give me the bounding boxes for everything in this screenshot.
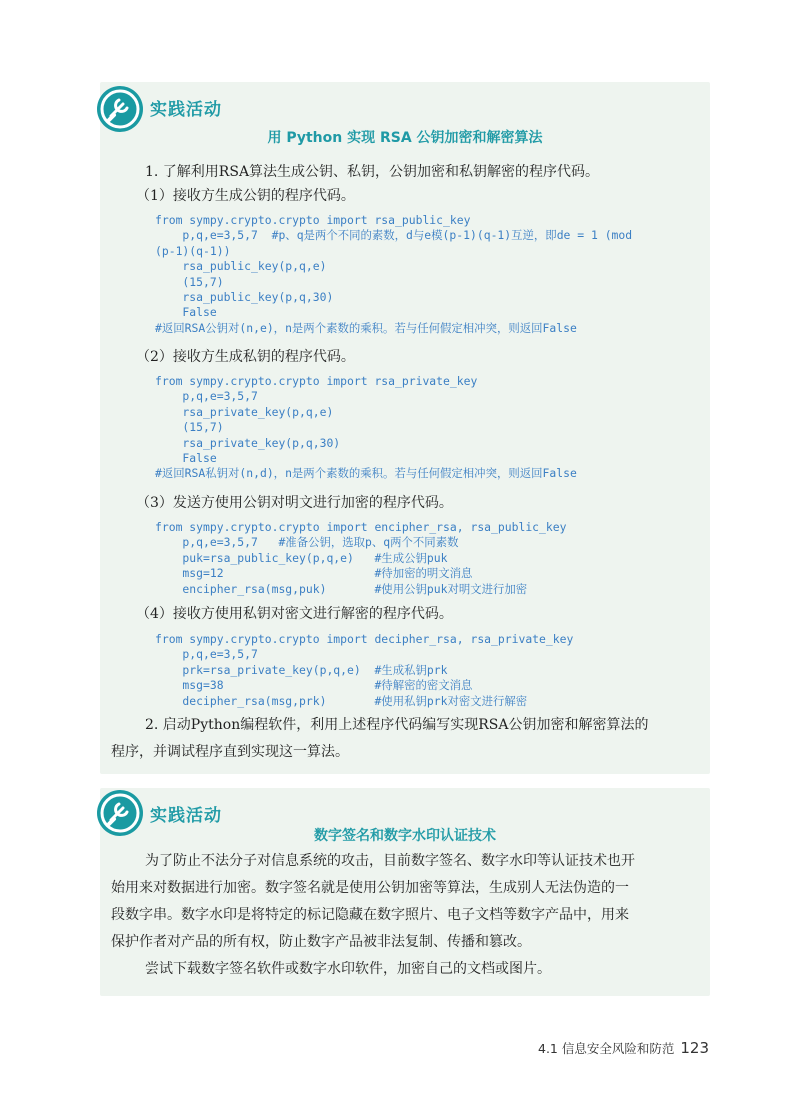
item2-line1: 2. 启动Python编程软件，利用上述程序代码编写实现RSA公钥加密和解密算法的 xyxy=(145,717,649,733)
step1-code: from sympy.crypto.crypto import rsa_public_key p,q,e=3,5,7 #p、q是两个不同的素数，d与e模(p-1)(q-1)互逆，即de = 1 (mod (p-1)(q-1)) rsa_public_key(p,q,e) (15,7) rsa_public_key(p,q,30) False #返回RSA公钥对(n,e)，n是两个素数的乘积。若与任何假定相冲突，则返回False xyxy=(155,213,633,335)
activity-label: 实践活动 xyxy=(150,806,222,826)
footer-section: 4.1 信息安全风险和防范 xyxy=(538,1041,675,1056)
section-title: 用 Python 实现 RSA 公钥加密和解密算法 xyxy=(267,130,543,146)
page-number: 123 xyxy=(680,1039,709,1057)
paragraph-line: 段数字串。数字水印是将特定的标记隐藏在数字照片、电子文档等数字产品中，用来 xyxy=(111,907,629,923)
step4-code: from sympy.crypto.crypto import decipher_rsa, rsa_private_key p,q,e=3,5,7 prk=rsa_private_key(p,q,e) #生成私钥prk msg=38 #待解密的密文消息 decipher_rsa(msg,prk) #使用私钥prk对密文进行解密 xyxy=(155,632,574,708)
step3-code: from sympy.crypto.crypto import encipher_rsa, rsa_public_key p,q,e=3,5,7 #准备公钥，选取p、q两个不同素数 puk=rsa_public_key(p,q,e) #生成公钥puk msg=12 #待加密的明文消息 encipher_rsa(msg,puk) #使用公钥puk对明文进行加密 xyxy=(155,520,567,596)
paragraph-line: 保护作者对产品的所有权，防止数字产品被非法复制、传播和篡改。 xyxy=(111,934,531,950)
item1-intro: 1. 了解利用RSA算法生成公钥、私钥，公钥加密和私钥解密的程序代码。 xyxy=(145,164,600,180)
item2-line2: 程序，并调试程序直到实现这一算法。 xyxy=(111,744,349,760)
wrench-hand-icon xyxy=(97,86,143,132)
page-footer xyxy=(538,1039,709,1057)
paragraph-line: 尝试下载数字签名软件或数字水印软件，加密自己的文档或图片。 xyxy=(145,961,551,977)
paragraph-line: 始用来对数据进行加密。数字签名就是使用公钥加密等算法，生成别人无法伪造的一 xyxy=(111,880,629,896)
step2-code: from sympy.crypto.crypto import rsa_private_key p,q,e=3,5,7 rsa_private_key(p,q,e) (15,7) rsa_private_key(p,q,30) False #返回RSA私钥对(n,d)，n是两个素数的乘积。若与任何假定相冲突，则返回False xyxy=(155,374,577,481)
activity-panel-1 xyxy=(100,82,710,774)
step3-heading: （3）发送方使用公钥对明文进行加密的程序代码。 xyxy=(136,495,453,511)
step4-heading: （4）接收方使用私钥对密文进行解密的程序代码。 xyxy=(136,606,453,622)
section-title: 数字签名和数字水印认证技术 xyxy=(314,828,496,844)
step1-heading: （1）接收方生成公钥的程序代码。 xyxy=(136,188,355,204)
step2-heading: （2）接收方生成私钥的程序代码。 xyxy=(136,349,355,365)
activity-label: 实践活动 xyxy=(150,100,222,120)
paragraph-line: 为了防止不法分子对信息系统的攻击，目前数字签名、数字水印等认证技术也开 xyxy=(145,853,635,869)
